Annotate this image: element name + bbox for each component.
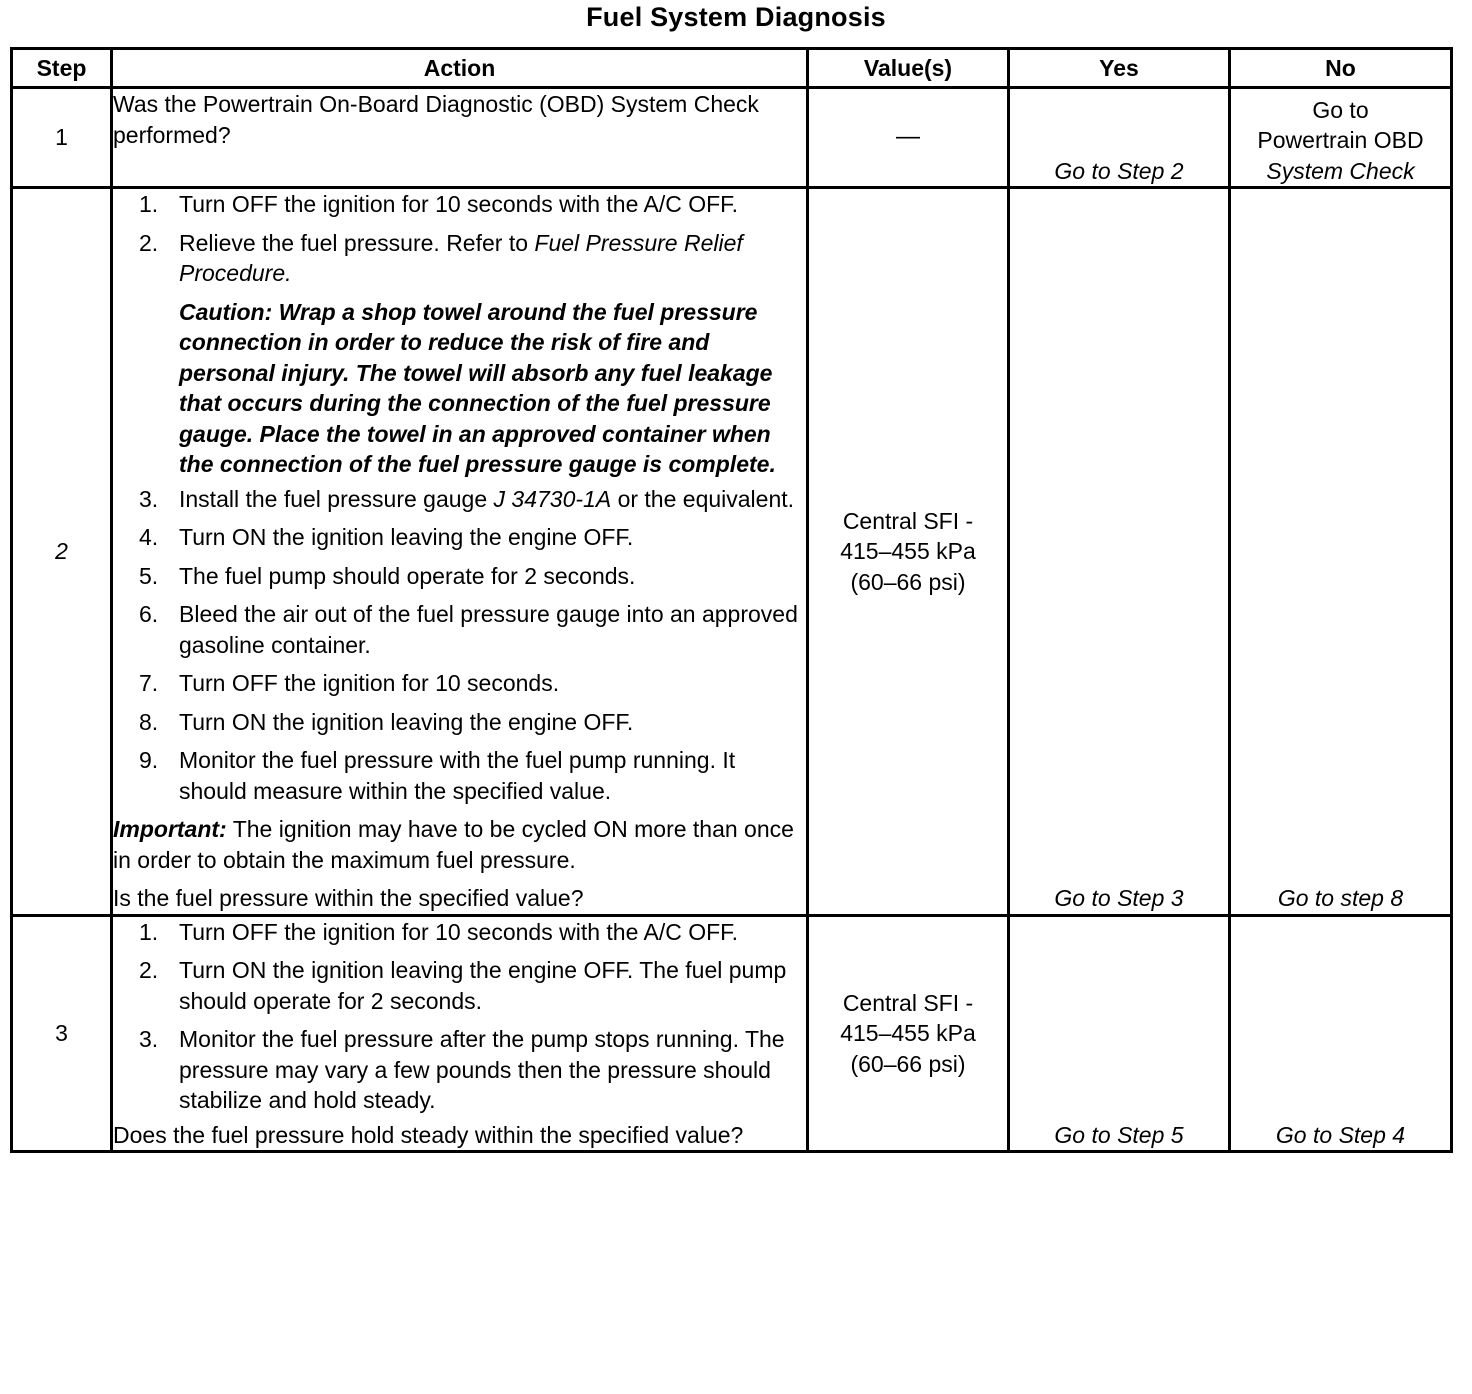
procedure-item: 2. Relieve the fuel pressure. Refer to Fuel Pressure Relief Procedure. — [139, 229, 743, 286]
table-header-row — [12, 49, 1452, 88]
yes-link-label: Go to Step 3 — [1054, 885, 1184, 911]
no-link[interactable] — [1230, 915, 1452, 1152]
no-link-label: Go to step 8 — [1277, 885, 1404, 911]
action-question: Was the Powertrain On-Board Diagnostic (OBD) System Check performed? — [113, 91, 759, 148]
tool-reference: J 34730-1A — [493, 485, 612, 512]
procedure-list — [113, 484, 806, 807]
procedure-item: 9. Monitor the fuel pressure with the fuel pump running. It should measure within the specified value. — [139, 747, 736, 804]
caution-note: Caution: Wrap a shop towel around the fuel pressure connection in order to reduce the risk of fire and personal injury. The towel will absorb any fuel leakage that occurs during the connection of the fuel pressure gauge. Place the towel in an approved container when the connection of the fuel pressure gauge is complete. — [179, 298, 776, 477]
yes-link[interactable] — [1009, 915, 1230, 1152]
procedure-item: 3. Monitor the fuel pressure after the pump stops running. The pressure may vary a few pounds then the pressure should stabilize and hold steady. — [139, 1026, 785, 1113]
column-header-action: Action — [112, 49, 808, 88]
procedure-item: 8. Turn ON the ignition leaving the engine OFF. — [139, 708, 634, 735]
step-number: 1 — [12, 88, 112, 188]
no-link-line: Go to — [1312, 96, 1369, 123]
table-row — [12, 88, 1452, 188]
no-link-label: Go to Step 4 — [1275, 1121, 1406, 1148]
table-row — [12, 188, 1452, 916]
table-row — [12, 915, 1452, 1152]
column-header-no: No — [1230, 49, 1452, 88]
procedure-item: 1. Turn OFF the ignition for 10 seconds with the A/C OFF. — [139, 191, 739, 217]
value-cell: Central SFI - 415–455 kPa (60–66 psi) — [808, 188, 1009, 916]
column-header-values: Value(s) — [808, 49, 1009, 88]
diagnosis-table — [10, 47, 1453, 1153]
procedure-item: 7. Turn OFF the ignition for 10 seconds. — [139, 670, 560, 696]
action-cell — [112, 88, 808, 188]
yes-link-label: Go to Step 2 — [1054, 157, 1184, 184]
action-cell — [112, 188, 808, 916]
value-cell: Central SFI - 415–455 kPa (60–66 psi) — [808, 915, 1009, 1152]
yes-link[interactable] — [1009, 88, 1230, 188]
yes-link[interactable] — [1009, 188, 1230, 916]
step-number: 2 — [12, 188, 112, 916]
procedure-item: 5. The fuel pump should operate for 2 seconds. — [139, 562, 636, 589]
procedure-item: 1. Turn OFF the ignition for 10 seconds with the A/C OFF. — [139, 918, 739, 945]
value-cell: — — [808, 88, 1009, 188]
no-link[interactable] — [1230, 88, 1452, 188]
step-number: 3 — [12, 915, 112, 1152]
important-note: Important: The ignition may have to be cycled ON more than once in order to obtain the maximum fuel pressure. — [113, 816, 794, 873]
important-label: Important: — [113, 816, 227, 842]
action-question: Is the fuel pressure within the specified value? — [113, 885, 584, 911]
column-header-step: Step — [12, 49, 112, 88]
procedure-reference[interactable]: Fuel Pressure Relief Procedure. — [179, 229, 743, 286]
action-cell — [112, 915, 808, 1152]
no-link-line: Powertrain OBD — [1257, 127, 1424, 153]
page-title: Fuel System Diagnosis — [586, 2, 886, 32]
yes-link-label: Go to Step 5 — [1054, 1121, 1184, 1148]
no-link[interactable] — [1230, 188, 1452, 916]
procedure-item: 2. Turn ON the ignition leaving the engine OFF. The fuel pump should operate for 2 seconds. — [139, 957, 787, 1014]
action-question: Does the fuel pressure hold steady within the specified value? — [113, 1121, 744, 1148]
procedure-item: 3. Install the fuel pressure gauge J 34730-1A or the equivalent. — [139, 485, 795, 512]
no-link-line: System Check — [1266, 157, 1415, 184]
procedure-item: 6. Bleed the air out of the fuel pressure gauge into an approved gasoline container. — [139, 601, 798, 658]
procedure-list — [113, 917, 806, 1116]
procedure-item: 4. Turn ON the ignition leaving the engine OFF. — [139, 524, 634, 550]
column-header-yes: Yes — [1009, 49, 1230, 88]
procedure-list — [113, 189, 806, 289]
